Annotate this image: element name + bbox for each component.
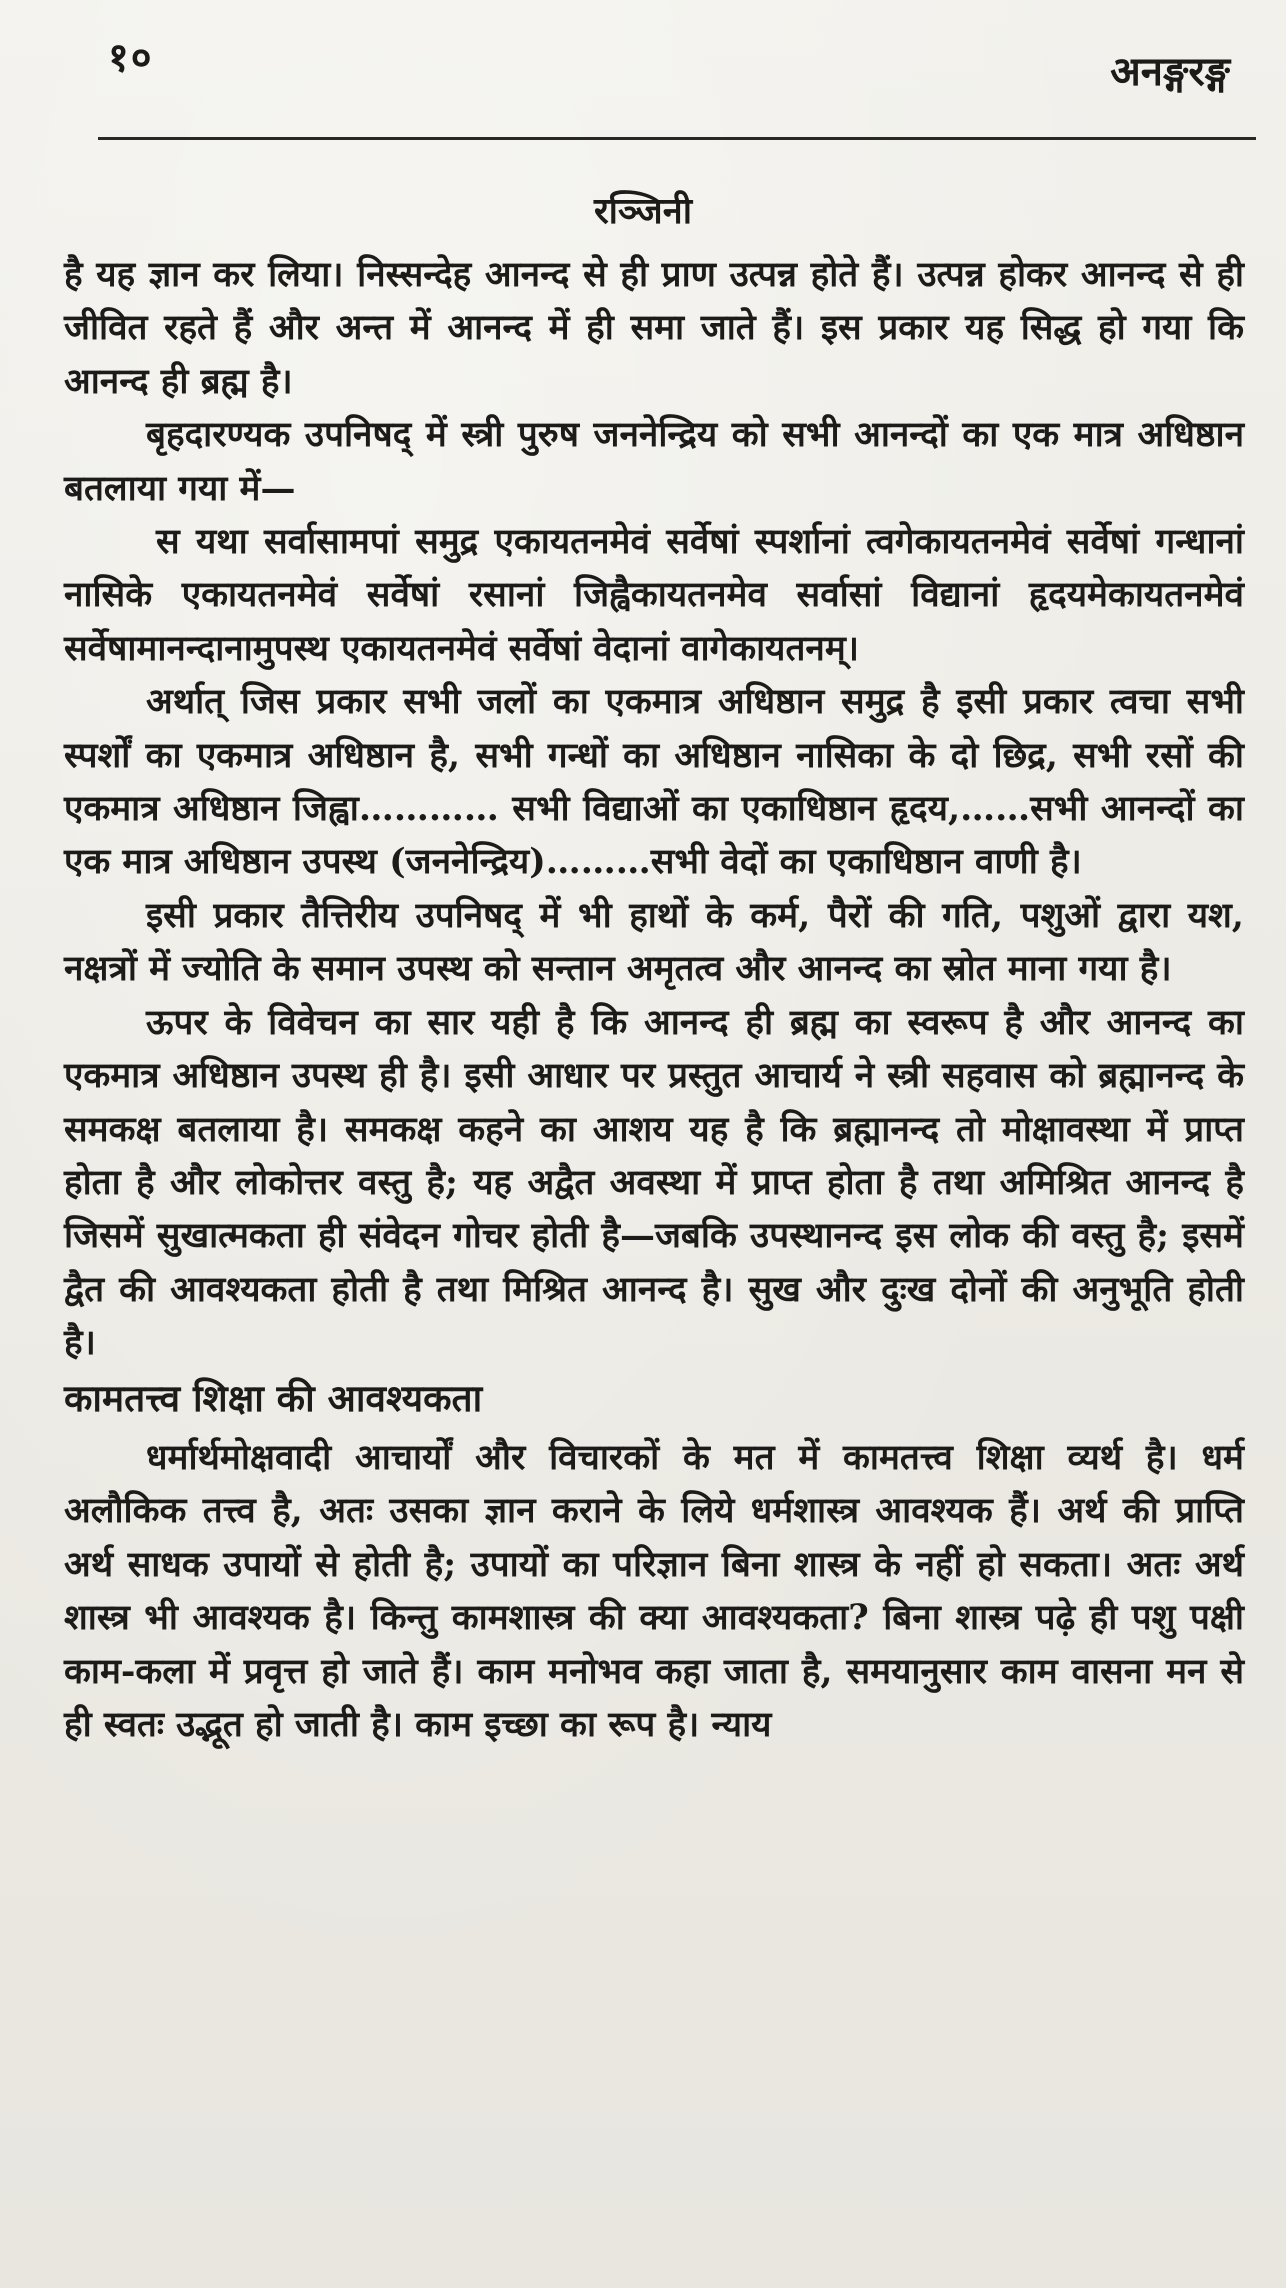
paragraph-6: धर्मार्थमोक्षवादी आचार्यों और विचारकों के मत में कामतत्त्व शिक्षा व्यर्थ है। धर्म अलौकिक तत्त्व है, अतः उसका ज्ञान कराने के लिये धर्मशास्त्र आवश्यक हैं। अर्थ की प्राप्ति अर्थ साधक उपायों से होती है; उपायों का परिज्ञान बिना शास्त्र के नहीं हो सकता। अतः अर्थ शास्त्र भी आवश्यक है। किन्तु कामशास्त्र की क्या आवश्यकता? बिना शास्त्र पढ़े ही पशु पक्षी काम-कला में प्रवृत्त हो जाते हैं। काम मनोभव कहा जाता है, समयानुसार काम वासना मन से ही स्वतः उद्भूत हो जाती है। काम इच्छा का रूप है। न्याय bbox=[64, 1436, 1244, 1745]
page-number: १० bbox=[108, 34, 154, 81]
paragraph-4: इसी प्रकार तैत्तिरीय उपनिषद् में भी हाथों के कर्म, पैरों की गति, पशुओं द्वारा यश, नक्षत्रों में ज्योति के समान उपस्थ को सन्तान अमृतत्व और आनन्द का स्रोत माना गया है। bbox=[64, 894, 1244, 990]
sanskrit-quote: स यथा सर्वासामपां समुद्र एकायतनमेवं सर्वेषां स्पर्शानां त्वगेकायतनमेवं सर्वेषां गन्धानां नासिके एकायतनमेवं सर्वेषां रसानां जिह्वैकायतनमेव सर्वासां विद्यानां हृदयमेकायतनमेवं सर्वेषामानन्दानामुपस्थ एकायतनमेवं सर्वेषां वेदानां वागेकायतनम्। bbox=[64, 521, 1244, 669]
paragraph-3: अर्थात् जिस प्रकार सभी जलों का एकमात्र अधिष्ठान समुद्र है इसी प्रकार त्वचा सभी स्पर्शों का एकमात्र अधिष्ठान है, सभी गन्धों का अधिष्ठान नासिका के दो छिद्र, सभी रसों की एकमात्र अधिष्ठान जिह्वा………… सभी विद्याओं का एकाधिष्ठान हृदय,……सभी आनन्दों का एक मात्र अधिष्ठान उपस्थ (जननेन्द्रिय)………सभी वेदों का एकाधिष्ठान वाणी है। bbox=[64, 681, 1244, 883]
subheading: कामतत्त्व शिक्षा की आवश्यकता bbox=[64, 1375, 483, 1420]
paragraph-2: बृहदारण्यक उपनिषद् में स्त्री पुरुष जननेन्द्रिय को सभी आनन्दों का एक मात्र अधिष्ठान बतलाया गया में— bbox=[64, 414, 1244, 509]
header-divider bbox=[98, 137, 1256, 140]
body-text bbox=[64, 248, 1244, 1751]
paragraph-1: है यह ज्ञान कर लिया। निस्सन्देह आनन्द से ही प्राण उत्पन्न होते हैं। उत्पन्न होकर आनन्द से ही जीवित रहते हैं और अन्त में आनन्द में ही समा जाते हैं। इस प्रकार यह सिद्ध हो गया कि आनन्द ही ब्रह्म है। bbox=[64, 254, 1244, 402]
section-title: रञ्जिनी bbox=[593, 190, 693, 232]
running-title: अनङ्गरङ्ग bbox=[1110, 48, 1230, 95]
paragraph-5: ऊपर के विवेचन का सार यही है कि आनन्द ही ब्रह्म का स्वरूप है और आनन्द का एकमात्र अधिष्ठान उपस्थ ही है। इसी आधार पर प्रस्तुत आचार्य ने स्त्री सहवास को ब्रह्मानन्द के समकक्ष बतलाया है। समकक्ष कहने का आशय यह है कि ब्रह्मानन्द तो मोक्षावस्था में प्राप्त होता है और लोकोत्तर वस्तु है; यह अद्वैत अवस्था में प्राप्त होता है तथा अमिश्रित आनन्द है जिसमें सुखात्मकता ही संवेदन गोचर होती है—जबकि उपस्थानन्द इस लोक की वस्तु है; इसमें द्वैत की आवश्यकता होती है तथा मिश्रित आनन्द है। सुख और दुःख दोनों की अनुभूति होती है। bbox=[64, 1001, 1244, 1364]
